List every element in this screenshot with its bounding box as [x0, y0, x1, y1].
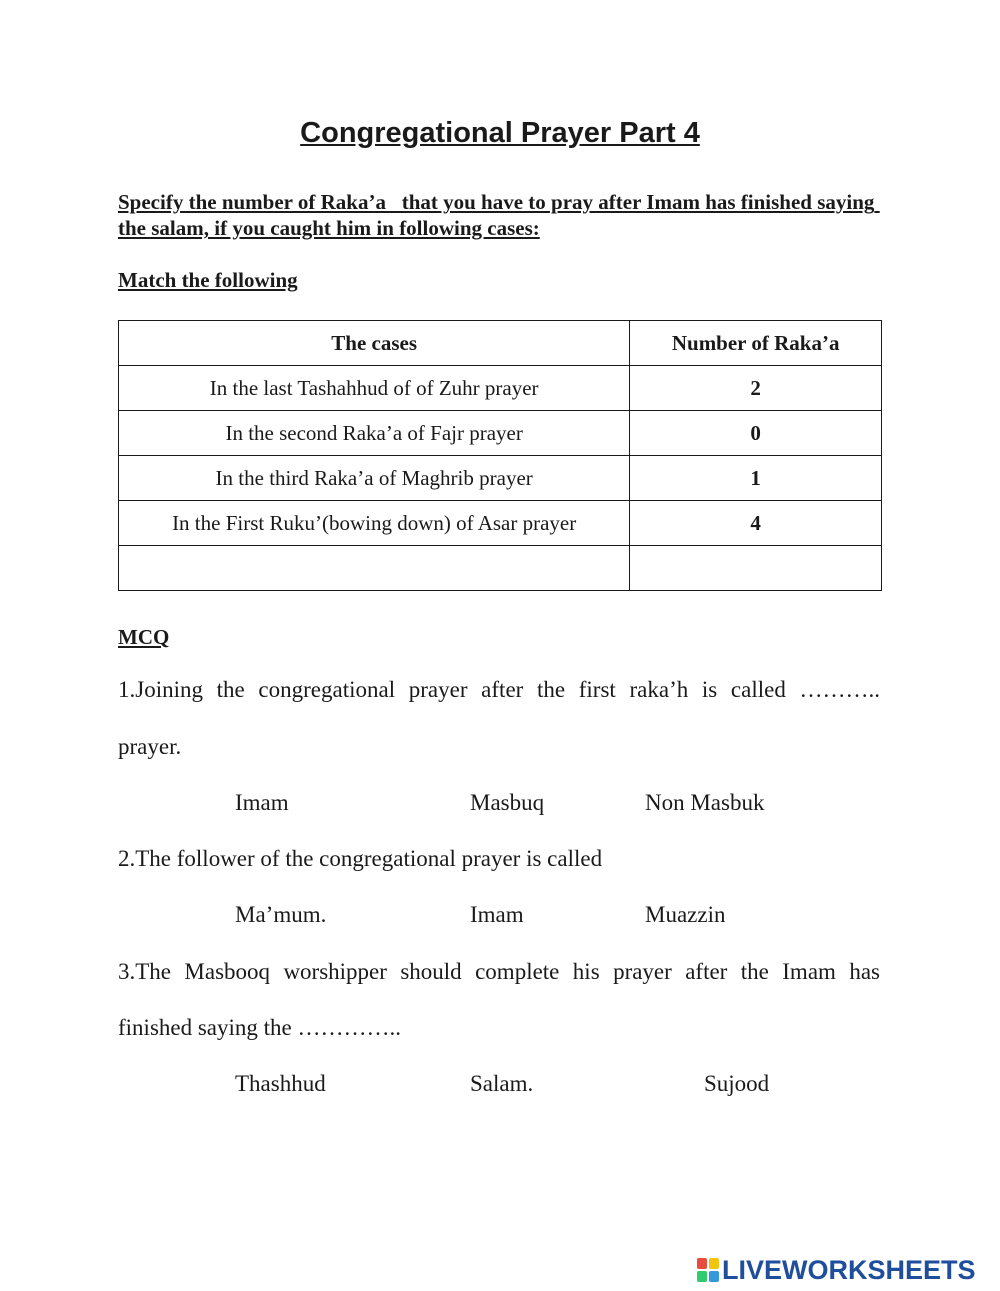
table-row — [119, 501, 882, 546]
number-cell[interactable] — [630, 546, 882, 591]
number-cell[interactable]: 2 — [630, 366, 882, 411]
question-1-option-2[interactable]: Masbuq — [470, 790, 545, 815]
question-1-text: 1.Joining the congregational prayer after the first raka’h is called ……….. — [118, 677, 880, 702]
number-cell[interactable]: 4 — [630, 501, 882, 546]
question-1-option-3[interactable]: Non Masbuk — [645, 790, 765, 815]
table-row — [119, 456, 882, 501]
case-cell: In the First Ruku’(bowing down) of Asar prayer — [119, 501, 630, 546]
mcq-section-label: MCQ — [118, 625, 170, 649]
logo-block-red — [697, 1258, 707, 1269]
question-2-text: 2.The follower of the congregational prayer is called — [118, 846, 603, 871]
case-cell: In the second Raka’a of Fajr prayer — [119, 411, 630, 456]
case-cell — [119, 546, 630, 591]
table-row — [119, 366, 882, 411]
table-row — [119, 411, 882, 456]
match-table — [118, 320, 882, 591]
table-header-cases: The cases — [119, 321, 630, 366]
instruction-text: Specify the number of Raka’a that you have to pray after Imam has finished saying the salam, if you caught him in following cases: — [118, 190, 880, 240]
number-cell[interactable]: 1 — [630, 456, 882, 501]
table-header-number: Number of Raka’a — [630, 321, 882, 366]
question-3-option-3[interactable]: Sujood — [704, 1071, 770, 1096]
page-title: Congregational Prayer Part 4 — [300, 117, 700, 149]
liveworksheets-logo — [697, 1256, 976, 1284]
case-cell: In the last Tashahhud of of Zuhr prayer — [119, 366, 630, 411]
logo-text: LIVEWORKSHEETS — [722, 1255, 976, 1285]
liveworksheets-blocks-icon — [697, 1258, 719, 1282]
table-row-empty — [119, 546, 882, 591]
question-2-option-2[interactable]: Imam — [470, 902, 524, 927]
logo-block-yellow — [709, 1258, 719, 1269]
question-1-text-continued: prayer. — [118, 734, 182, 759]
number-cell[interactable]: 0 — [630, 411, 882, 456]
table-header-row — [119, 321, 882, 366]
logo-block-blue — [709, 1271, 719, 1282]
question-1-option-1[interactable]: Imam — [235, 790, 289, 815]
logo-block-green — [697, 1271, 707, 1282]
question-3-option-2[interactable]: Salam. — [470, 1071, 534, 1096]
match-section-label: Match the following — [118, 268, 298, 292]
question-2-option-1[interactable]: Ma’mum. — [235, 902, 327, 927]
question-2-option-3[interactable]: Muazzin — [645, 902, 726, 927]
case-cell: In the third Raka’a of Maghrib prayer — [119, 456, 630, 501]
question-3-option-1[interactable]: Thashhud — [235, 1071, 326, 1096]
question-3-text-continued: finished saying the ………….. — [118, 1015, 401, 1040]
question-3-text: 3.The Masbooq worshipper should complete his prayer after the Imam has — [118, 959, 880, 984]
